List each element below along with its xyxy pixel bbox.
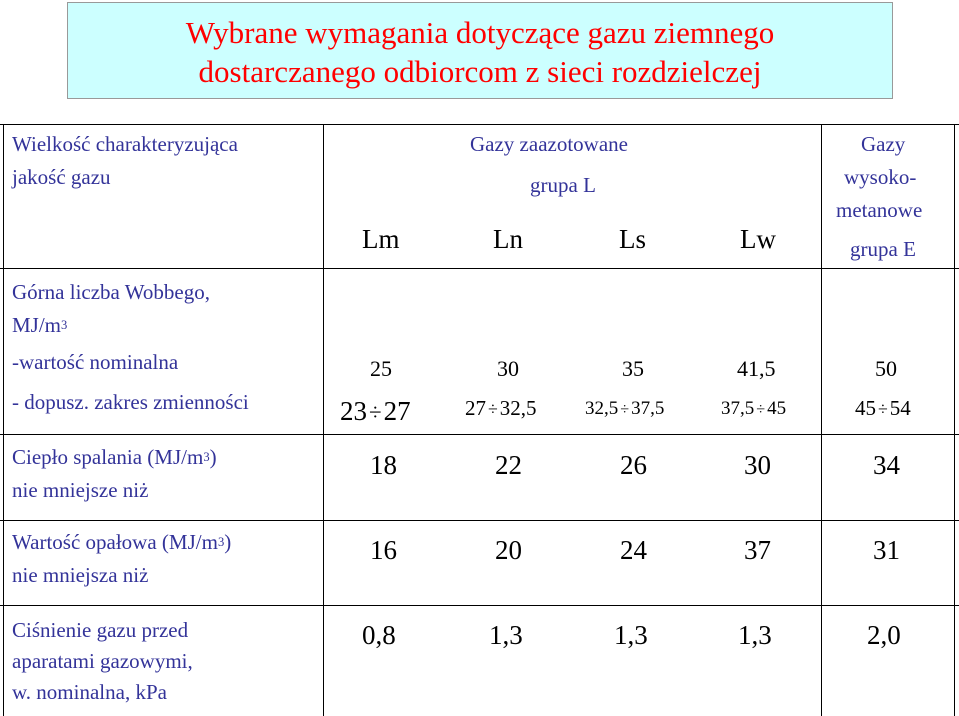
calorific-value-e: 31 (873, 535, 900, 565)
header-ls: Ls (619, 224, 646, 254)
heat-label-2: nie mniejsze niż (12, 478, 149, 502)
pressure-label-2: aparatami gazowymi, (12, 649, 193, 673)
heat-value-lw: 30 (744, 450, 771, 480)
heat-label-1: Ciepło spalania $(MJ/m^3)$ (12, 445, 217, 469)
grid-line-header-bottom (0, 268, 959, 269)
title-line-1: Wybrane wymagania dotyczące gazu ziemnego (185, 15, 775, 50)
calorific-value-lw: 37 (744, 535, 771, 565)
header-group-e-3: metanowe (836, 198, 923, 222)
grid-line-col-e (821, 124, 822, 716)
calorific-value-ln: 20 (495, 535, 522, 565)
calorific-label-1: Wartość opałowa $(MJ/m^3)$ (12, 530, 232, 554)
header-group-l-subtitle: grupa L (530, 173, 596, 197)
pressure-value-e: 2,0 (867, 620, 901, 650)
header-group-e-2: wysoko- (844, 165, 917, 189)
wobbe-range-lm: 23÷27 (340, 396, 411, 426)
wobbe-range-ln: 27 ÷32,5 (465, 396, 537, 420)
title-box (67, 2, 893, 99)
divide-icon: ÷ (756, 401, 766, 418)
title-line-2: dostarczanego odbiorcom z sieci rozdzielczej (198, 54, 762, 89)
header-quality-label-1: Wielkość charakteryzująca (12, 132, 238, 156)
header-lm: Lm (362, 224, 400, 254)
wobbe-nominal-ls: 35 (622, 356, 644, 381)
header-group-l-title: Gazy zaazotowane (470, 132, 628, 156)
wobbe-nominal-label: -wartość nominalna (12, 350, 179, 374)
heat-value-lm: 18 (370, 450, 397, 480)
pressure-label-1: Ciśnienie gazu przed (12, 618, 189, 642)
grid-line-heat-bottom (0, 520, 959, 521)
header-ln: Ln (493, 224, 523, 254)
header-lw: Lw (740, 224, 776, 254)
calorific-label-2: nie mniejsza niż (12, 563, 149, 587)
divide-icon: ÷ (878, 399, 888, 419)
wobbe-range-e: 45 ÷54 (855, 396, 911, 420)
grid-line-calorific-bottom (0, 605, 959, 606)
pressure-value-lw: 1,3 (738, 620, 772, 650)
wobbe-range-ls: 32,5 ÷ 37,5 (585, 398, 665, 419)
header-group-e-1: Gazy (861, 132, 906, 156)
wobbe-nominal-e: 50 (875, 356, 897, 381)
grid-line-wobbe-bottom (0, 434, 959, 435)
pressure-value-lm: 0,8 (362, 620, 396, 650)
calorific-value-ls: 24 (620, 535, 647, 565)
wobbe-label-2: $MJ/m^3$ (12, 313, 68, 337)
wobbe-nominal-ln: 30 (497, 356, 519, 381)
divide-icon: ÷ (620, 401, 630, 418)
grid-line-right (954, 124, 955, 716)
pressure-value-ls: 1,3 (614, 620, 648, 650)
grid-line-left (3, 124, 4, 716)
pressure-label-3: w. nominalna, kPa (12, 680, 167, 704)
heat-value-ls: 26 (620, 450, 647, 480)
wobbe-nominal-lm: 25 (370, 356, 392, 381)
wobbe-range-label: - dopusz. zakres zmienności (12, 390, 249, 414)
heat-value-ln: 22 (495, 450, 522, 480)
pressure-value-ln: 1,3 (489, 620, 523, 650)
header-quality-label-2: jakość gazu (12, 165, 111, 189)
calorific-value-lm: 16 (370, 535, 397, 565)
wobbe-nominal-lw: 41,5 (737, 356, 776, 381)
grid-line-col1 (323, 124, 324, 716)
wobbe-label-1: Górna liczba Wobbego, (12, 280, 210, 304)
wobbe-range-lw: 37,5 ÷ 45 (721, 398, 787, 419)
divide-icon: ÷ (488, 399, 498, 419)
heat-value-e: 34 (873, 450, 900, 480)
header-group-e-4: grupa E (850, 237, 916, 261)
grid-line-top (0, 124, 959, 125)
divide-icon: ÷ (369, 400, 382, 425)
